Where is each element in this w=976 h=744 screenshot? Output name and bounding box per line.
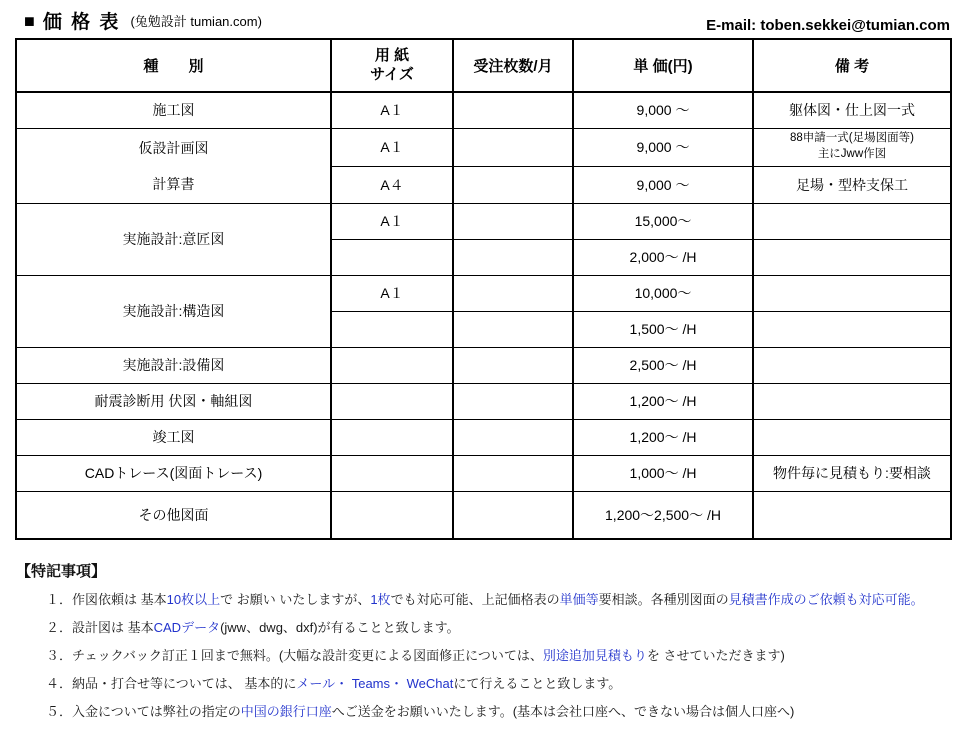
table-row xyxy=(16,92,951,128)
price-cell: 9,000 ～ xyxy=(573,92,753,128)
qty-cell xyxy=(453,275,573,311)
price-cell: 1,200～ /H xyxy=(573,419,753,455)
note-text: でも対応可能、上記価格表の xyxy=(390,592,560,607)
size-cell xyxy=(331,455,453,491)
price-table xyxy=(15,38,952,540)
page-header xyxy=(0,0,976,34)
remark-cell xyxy=(753,239,951,275)
price-cell: 1,000～ /H xyxy=(573,455,753,491)
note-highlight-text: メール・ Teams・ WeChat xyxy=(296,676,454,691)
remark-cell: 躯体図・仕上図一式 xyxy=(753,92,951,128)
column-header-qty: 受注枚数/月 xyxy=(453,39,573,92)
remark-cell xyxy=(753,347,951,383)
price-cell: 9,000 ～ xyxy=(573,128,753,166)
size-cell xyxy=(331,383,453,419)
note-text: で お願い いたしますが、 xyxy=(220,592,371,607)
price-cell: 1,200～2,500～ /H xyxy=(573,491,753,539)
page-subtitle: (兔勉設計 tumian.com) xyxy=(130,14,262,29)
qty-cell xyxy=(453,92,573,128)
remark-line1: 88申請一式(足場図面等) xyxy=(790,132,914,145)
type-cell: 竣工図 xyxy=(16,419,331,455)
qty-cell xyxy=(453,491,573,539)
qty-cell xyxy=(453,203,573,239)
email-text: E-mail: toben.sekkei@tumian.com xyxy=(706,17,950,34)
qty-cell xyxy=(453,128,573,166)
table-row xyxy=(16,491,951,539)
size-header-line1: 用 紙 xyxy=(374,46,410,64)
remark-cell: 物件毎に見積もり:要相談 xyxy=(753,455,951,491)
qty-cell xyxy=(453,419,573,455)
qty-cell xyxy=(453,455,573,491)
type-label-stack xyxy=(19,130,328,202)
black-square-icon: ■ xyxy=(24,10,35,31)
price-cell: 10,000～ xyxy=(573,275,753,311)
type-cell: 耐震診断用 伏図・軸組図 xyxy=(16,383,331,419)
table-header-row xyxy=(16,39,951,92)
size-cell: A１ xyxy=(331,92,453,128)
type-cell-merged: 実施設計:意匠図 xyxy=(16,203,331,275)
note-item-3 xyxy=(46,647,976,665)
remark-cell xyxy=(753,491,951,539)
type-cell: CADトレース(図面トレース) xyxy=(16,455,331,491)
table-row xyxy=(16,128,951,166)
type-label: 仮設計画図 xyxy=(138,139,209,156)
special-notes-section xyxy=(16,560,976,721)
note-highlight-text: 中国の銀行口座 xyxy=(240,704,332,719)
price-cell: 1,500～ /H xyxy=(573,311,753,347)
qty-cell xyxy=(453,166,573,203)
remark-cell: 足場・型枠支保工 xyxy=(753,166,951,203)
page-title: 価 格 表 xyxy=(42,12,121,33)
note-text: ４．納品・打合せ等については、 基本的に xyxy=(46,676,297,691)
qty-cell xyxy=(453,383,573,419)
size-cell: A１ xyxy=(331,128,453,166)
price-cell: 1,200～ /H xyxy=(573,383,753,419)
note-item-4 xyxy=(46,675,976,693)
note-text: １．作図依頼は 基本 xyxy=(46,592,167,607)
note-highlight-text: 単価等 xyxy=(559,592,599,607)
note-item-2 xyxy=(46,619,976,637)
table-row xyxy=(16,419,951,455)
remark-cell xyxy=(753,311,951,347)
size-cell xyxy=(331,311,453,347)
qty-cell xyxy=(453,239,573,275)
note-highlight-text: 10枚以上 xyxy=(166,592,221,607)
notes-heading: 【特記事項】 xyxy=(16,563,107,580)
type-cell-merged xyxy=(16,128,331,203)
remark-cell xyxy=(753,419,951,455)
note-highlight-text: 見積書作成のご依頼も対応可能。 xyxy=(728,592,924,607)
table-row xyxy=(16,455,951,491)
size-cell xyxy=(331,419,453,455)
price-cell: 15,000～ xyxy=(573,203,753,239)
price-cell: 2,000～ /H xyxy=(573,239,753,275)
note-text: ３．チェックバック訂正１回まで無料。(大幅な設計変更による図面修正については、 xyxy=(46,648,543,663)
remark-line2: 主にJww作図 xyxy=(817,148,887,160)
note-highlight-text: CADデータ xyxy=(153,620,221,635)
size-header-line2: サイズ xyxy=(370,65,414,83)
type-cell: 施工図 xyxy=(16,92,331,128)
note-text: ２．設計図は 基本 xyxy=(46,620,154,635)
note-text: を させていただきます) xyxy=(646,648,785,663)
type-label: 計算書 xyxy=(152,175,195,192)
column-header-type: 種 別 xyxy=(16,39,331,92)
remark-cell xyxy=(753,128,951,166)
table-row xyxy=(16,347,951,383)
remark-cell xyxy=(753,383,951,419)
remark-cell xyxy=(753,203,951,239)
type-cell-merged: 実施設計:構造図 xyxy=(16,275,331,347)
size-cell: A１ xyxy=(331,275,453,311)
qty-cell xyxy=(453,347,573,383)
type-cell: その他図面 xyxy=(16,491,331,539)
column-header-remark: 備 考 xyxy=(753,39,951,92)
note-highlight-text: 1枚 xyxy=(370,592,391,607)
table-row xyxy=(16,275,951,311)
column-header-price: 単 価(円) xyxy=(573,39,753,92)
column-header-size xyxy=(331,39,453,92)
qty-cell xyxy=(453,311,573,347)
title-block xyxy=(24,7,262,34)
note-text: へご送金をお願いいたします。(基本は会社口座へ、できない場合は個人口座へ) xyxy=(331,704,795,719)
size-cell xyxy=(331,347,453,383)
note-item-1 xyxy=(46,591,976,609)
type-cell: 実施設計:設備図 xyxy=(16,347,331,383)
note-text: 要相談。各種別図面の xyxy=(598,592,729,607)
size-cell xyxy=(331,239,453,275)
table-row xyxy=(16,203,951,239)
price-cell: 9,000 ～ xyxy=(573,166,753,203)
price-cell: 2,500～ /H xyxy=(573,347,753,383)
note-item-5 xyxy=(46,703,976,721)
note-text: ５．入金については弊社の指定の xyxy=(46,704,241,719)
remark-cell xyxy=(753,275,951,311)
size-cell: A４ xyxy=(331,166,453,203)
note-highlight-text: 別途追加見積もり xyxy=(542,648,647,663)
note-text: にて行えることと致します。 xyxy=(453,676,622,691)
note-text: (jww、dwg、dxf)が有ることと致します。 xyxy=(220,620,460,635)
size-cell xyxy=(331,491,453,539)
table-row xyxy=(16,383,951,419)
size-cell: A１ xyxy=(331,203,453,239)
